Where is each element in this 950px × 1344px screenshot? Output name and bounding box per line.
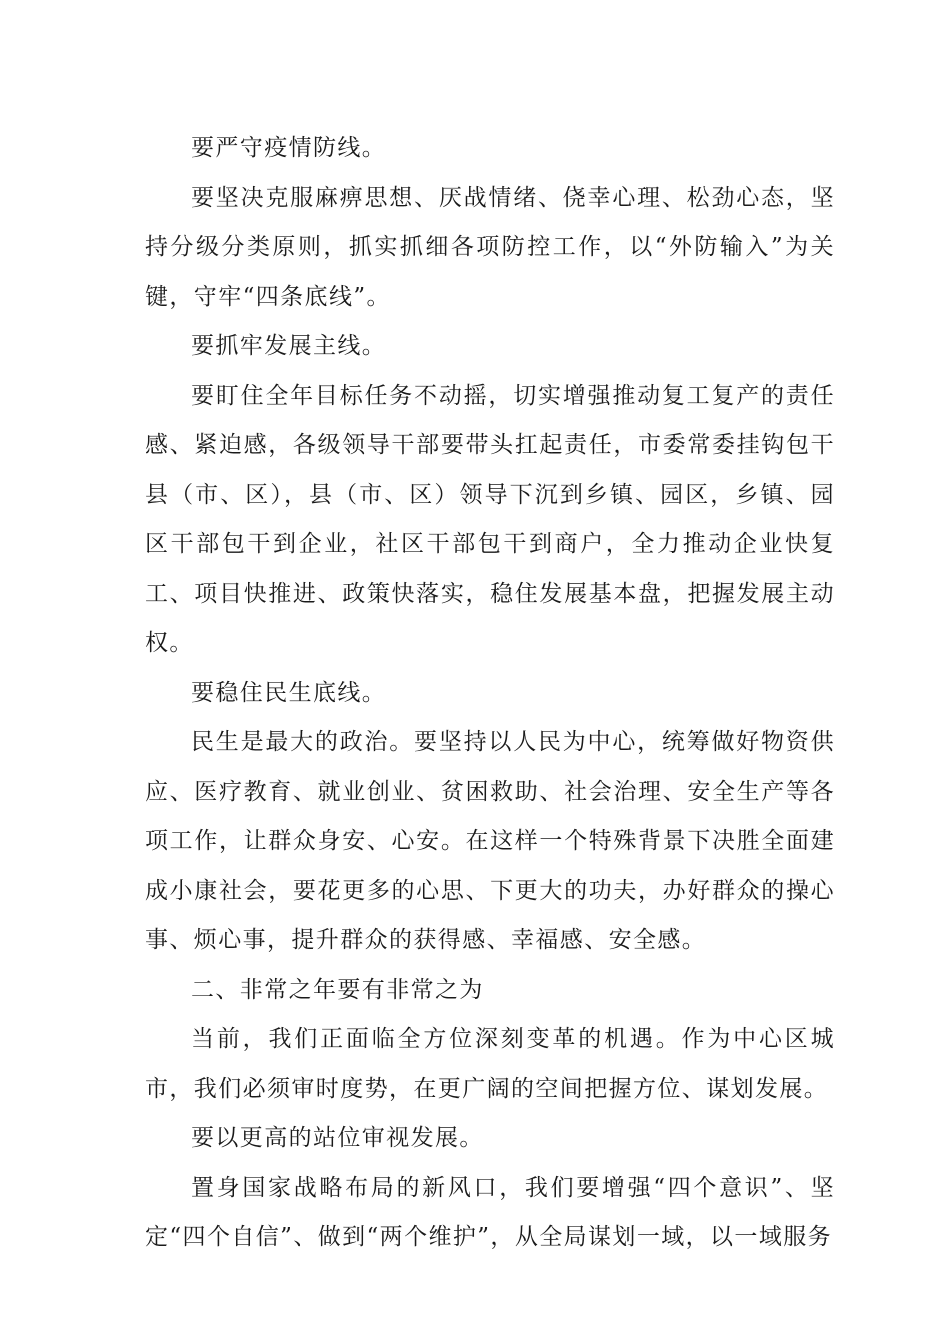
paragraph: 置身国家战略布局的新风口，我们要增强“四个意识”、坚定“四个自信”、做到“两个维护”，从全局谋划一域，以一域服务 xyxy=(145,1174,835,1250)
document-body xyxy=(145,124,835,1263)
paragraph: 要抓牢发展主线。 xyxy=(191,333,387,359)
paragraph: 要以更高的站位审视发展。 xyxy=(191,1125,484,1151)
paragraph: 民生是最大的政治。要坚持以人民为中心，统筹做好物资供应、医疗教育、就业创业、贫困救助、社会治理、安全生产等各项工作，让群众身安、心安。在这样一个特殊背景下决胜全面建成小康社会，要花更多的心思、下更大的功夫，办好群众的操心事、烦心事，提升群众的获得感、幸福感、安全感。 xyxy=(145,729,835,953)
paragraph: 要稳住民生底线。 xyxy=(191,679,387,706)
paragraph: 要盯住全年目标任务不动摇，切实增强推动复工复产的责任感、紧迫感，各级领导干部要带头扛起责任，市委常委挂钩包干县（市、区），县（市、区）领导下沉到乡镇、园区，乡镇、园区干部包干到企业，社区干部包干到商户，全力推动企业快复工、项目快推进、政策快落实，稳住发展基本盘，把握发展主动权。 xyxy=(145,382,835,656)
paragraph: 要严守疫情防线。 xyxy=(191,135,387,161)
paragraph: 要坚决克服麻痹思想、厌战情绪、侥幸心理、松劲心态，坚持分级分类原则，抓实抓细各项防控工作，以“外防输入”为关键，守牢“四条底线”。 xyxy=(145,184,835,310)
paragraph: 当前，我们正面临全方位深刻变革的机遇。作为中心区城市，我们必须审时度势，在更广阔的空间把握方位、谋划发展。 xyxy=(145,1026,835,1102)
section-heading: 二、非常之年要有非常之为 xyxy=(191,976,484,1003)
